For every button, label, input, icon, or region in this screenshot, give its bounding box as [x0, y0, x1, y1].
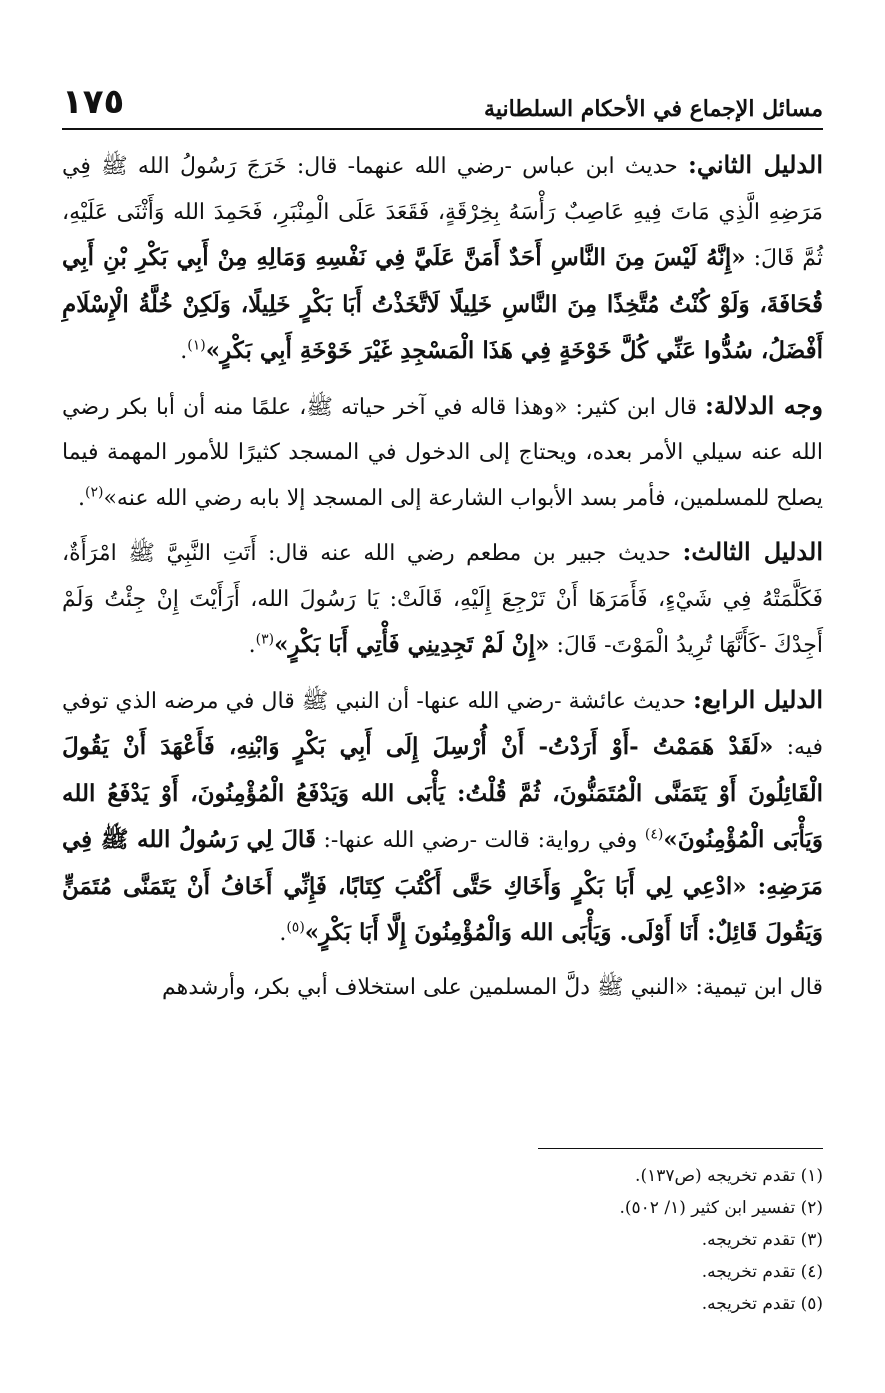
hadith-quote: «لَقَدْ هَمَمْتُ -أَوْ أَرَدْتُ- أَنْ أُرْسِلَ إِلَى أَبِي بَكْرٍ وَابْنِهِ، فَأَعْهَدَ أَنْ يَقُولَ الْقَائِلُونَ أَوْ يَتَمَنَّى الْمُتَمَنُّونَ، ثُمَّ قُلْتُ: يَأْبَى الله وَيَدْفَعُ الْمُؤْمِنُونَ، أَوْ يَدْفَعُ الله وَيَأْبَى الْمُؤْمِنُونَ»: [62, 733, 823, 853]
footnote-marker: (٣): [255, 631, 275, 648]
footnote-marker: (٥): [286, 919, 305, 936]
footnote-item: (٤) تقدم تخريجه.: [701, 1262, 823, 1282]
page-number: ١٧٥: [62, 82, 125, 122]
paragraph-text: حديث جبير بن مطعم رضي الله عنه قال: أَتَتِ النَّبِيَّ ﷺ امْرَأَةٌ، فَكَلَّمَتْهُ فِي شَيْءٍ، فَأَمَرَهَا أَنْ تَرْجِعَ إِلَيْهِ، قَالَتْ: يَا رَسُولَ الله، أَرَأَيْتَ إِنْ جِئْتُ وَلَمْ أَجِدْكَ -كَأَنَّهَا تُرِيدُ الْمَوْتَ- قَالَ:: [62, 541, 823, 658]
hadith-quote: «إِنْ لَمْ تَجِدِينِي فَأْتِي أَبَا بَكْرٍ»: [274, 631, 550, 658]
footnote-item: (٣) تقدم تخريجه.: [701, 1230, 823, 1250]
paragraph-third-evidence: [62, 529, 823, 669]
paragraph-text: حديث عائشة -رضي الله عنها- أن النبي ﷺ قال في مرضه الذي توفي فيه:: [62, 688, 823, 760]
footnotes-list: [62, 1160, 823, 1320]
paragraph-fourth-evidence: [62, 677, 823, 957]
paragraph-text: قال ابن كثير: «وهذا قاله في آخر حياته ﷺ، علمًا منه أن أبا بكر رضي الله عنه سيلي الأمر بعده، ويحتاج إلى الدخول في المسجد كثيرًا للأمور المهمة فيما يصلح للمسلمين، فأمر بسد الأبواب الشارعة إلى المسجد إلا بابه رضي الله عنه»: [62, 394, 824, 511]
footnote-marker: (٤): [644, 826, 664, 843]
paragraph-heading: وجه الدلالة:: [705, 390, 824, 420]
hadith-quote: «إِنَّهُ لَيْسَ مِنَ النَّاسِ أَحَدٌ أَمَنَّ عَلَيَّ فِي نَفْسِهِ وَمَالِهِ مِنْ أَبِي بَكْرِ بْنِ أَبِي قُحَافَةَ، وَلَوْ كُنْتُ مُتَّخِذًا مِنَ النَّاسِ خَلِيلًا لَاتَّخَذْتُ أَبَا بَكْرٍ خَلِيلًا، وَلَكِنْ خُلَّةُ الْإِسْلَامِ أَفْضَلُ، سُدُّوا عَنِّي كُلَّ خَوْخَةٍ فِي هَذَا الْمَسْجِدِ غَيْرَ خَوْخَةِ أَبِي بَكْرٍ»: [62, 244, 823, 364]
paragraph-heading: الدليل الثالث:: [682, 537, 824, 566]
paragraph-heading: الدليل الرابع:: [693, 684, 823, 714]
footnote-item: (١) تقدم تخريجه (ص١٣٧).: [635, 1166, 823, 1186]
sentence-end: .: [279, 921, 287, 946]
paragraph-indication: [62, 383, 823, 522]
footnote-marker: (١): [187, 337, 206, 354]
footnote-divider: [538, 1148, 823, 1149]
paragraph-text: قال ابن تيمية: «النبي ﷺ دلَّ المسلمين على استخلاف أبي بكر، وأرشدهم: [162, 974, 823, 1000]
page-header: [62, 74, 823, 130]
footnote-item: (٢) تفسير ابن كثير (١/ ٥٠٢).: [619, 1198, 823, 1218]
paragraph-text: حديث ابن عباس -رضي الله عنهما- قال: خَرَجَ رَسُولُ الله ﷺ فِي مَرَضِهِ الَّذِي مَاتَ فِيهِ عَاصِبٌ رَأْسَهُ بِخِرْقَةٍ، فَقَعَدَ عَلَى الْمِنْبَرِ، فَحَمِدَ الله وَأَثْنَى عَلَيْهِ، ثُمَّ قَالَ:: [62, 154, 824, 271]
sentence-end: .: [77, 485, 85, 511]
paragraph-second-evidence: [62, 142, 823, 375]
footnote-item: (٥) تقدم تخريجه.: [701, 1294, 823, 1314]
main-text: [62, 142, 823, 1018]
hadith-quote-narration: قَالَ لِي رَسُولُ الله ﷺ فِي مَرَضِهِ: «ادْعِي لِي أَبَا بَكْرٍ وَأَخَاكِ حَتَّى أَكْتُبَ كِتَابًا، فَإِنِّي أَخَافُ أَنْ يَتَمَنَّى مُتَمَنٍّ وَيَقُولَ قَائِلٌ: أَنَا أَوْلَى. وَيَأْبَى الله وَالْمُؤْمِنُونَ إِلَّا أَبَا بَكْرٍ»: [62, 826, 823, 946]
paragraph-text-narration: وفي رواية: قالت -رضي الله عنها-:: [323, 828, 638, 853]
paragraph-ibn-taymiyya: [62, 965, 823, 1011]
footnote-marker: (٢): [84, 484, 104, 501]
sentence-end: .: [248, 633, 256, 658]
running-title: مسائل الإجماع في الأحكام السلطانية: [484, 96, 823, 122]
paragraph-heading: الدليل الثاني:: [688, 150, 823, 179]
sentence-end: .: [180, 339, 188, 364]
